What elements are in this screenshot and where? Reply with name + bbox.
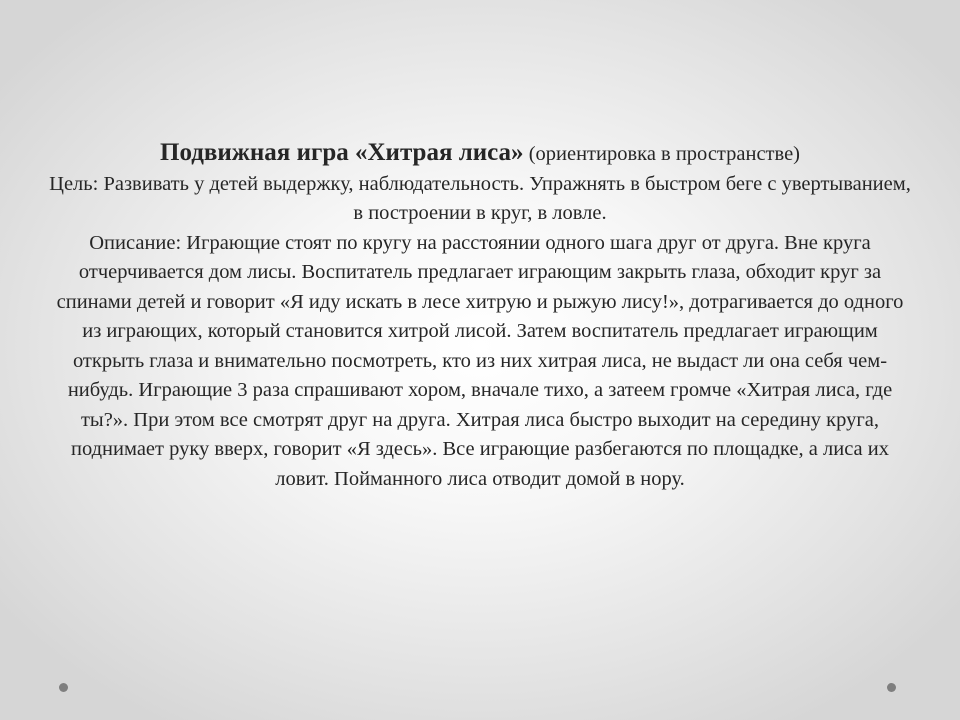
description-paragraph: Описание: Играющие стоят по кругу на расстоянии одного шага друг от друга. Вне круга отчерчивается дом лисы. Воспитатель предлагает играющим закрыть глаза, обходит круг за спинами детей и говорит «Я иду искать в лесе хитрую и рыжую лису!», дотрагивается до одного из играющих, который становится хитрой лисой. Затем воспитатель предлагает играющим открыть глаза и внимательно посмотреть, кто из них хитрая лиса, не выдаст ли она себя чем-нибудь. Играющие 3 раза спрашивают хором, вначале тихо, а затеем громче «Хитрая лиса, где ты?». При этом все смотрят друг на друга. Хитрая лиса быстро выходит на середину круга, поднимает руку вверх, говорит «Я здесь». Все играющие разбегаются по площадке, а лиса их ловит. Пойманного лиса отводит домой в нору. — [56, 231, 904, 490]
right-dot-icon — [887, 683, 896, 692]
slide-title — [48, 138, 912, 170]
goal-paragraph: Цель: Развивать у детей выдержку, наблюдательность. Упражнять в быстром беге с увертыванием, в построении в круг, в ловле. — [49, 172, 911, 224]
left-dot-icon — [59, 683, 68, 692]
title-note: (ориентировка в пространстве) — [528, 143, 800, 165]
slide-content — [48, 138, 912, 494]
title-bold: Подвижная игра «Хитрая лиса» — [160, 139, 524, 166]
